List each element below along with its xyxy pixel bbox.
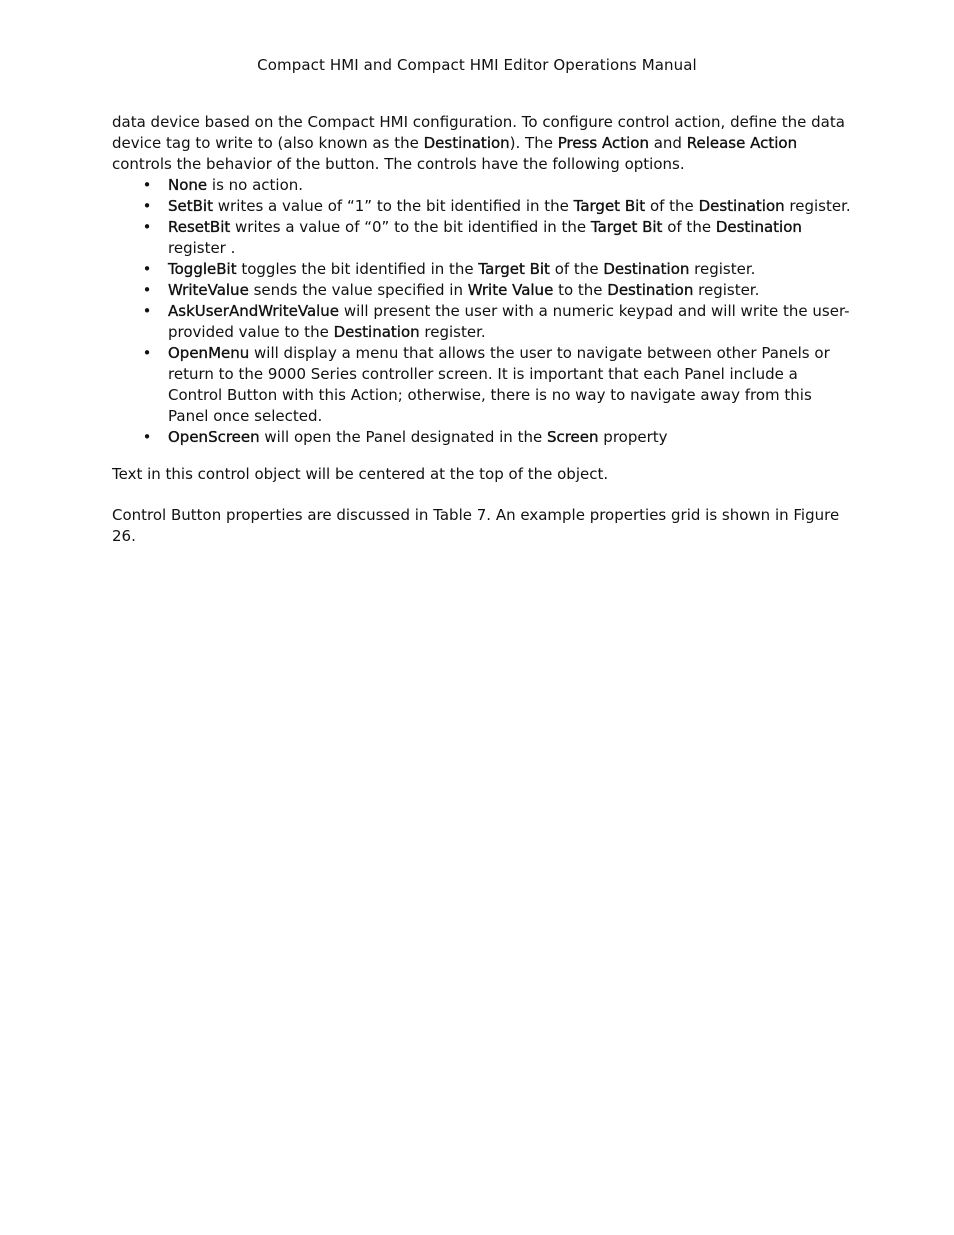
term-resetbit: ResetBit bbox=[168, 218, 231, 236]
bullet-icon: • bbox=[142, 428, 152, 446]
item-text: will display a menu that allows the user to navigate between other Panels or return to the 9000 Series controller screen. It is important that each Panel include a Control Button with this Action; otherwise, there is no way to navigate away from this Panel once selected. bbox=[168, 344, 830, 425]
page-header: Compact HMI and Compact HMI Editor Operations Manual bbox=[257, 56, 697, 74]
bullet-icon: • bbox=[142, 344, 152, 362]
term-destination: Destination bbox=[715, 218, 802, 236]
term-target-bit: Target Bit bbox=[573, 197, 646, 215]
term-askuserandwritevalue: AskUserAndWriteValue bbox=[168, 302, 340, 320]
bullet-icon: • bbox=[142, 302, 152, 320]
intro-text: data device based on the Compact HMI configuration. To configure control action, define the data device tag to write to (also known as the bbox=[112, 113, 845, 152]
term-togglebit: ToggleBit bbox=[168, 260, 237, 278]
term-none: None bbox=[168, 176, 208, 194]
intro-text: ). The bbox=[509, 134, 558, 152]
term-openscreen: OpenScreen bbox=[168, 428, 260, 446]
term-destination: Destination bbox=[698, 197, 785, 215]
item-text: sends the value specified in bbox=[248, 281, 468, 299]
item-text: writes a value of “0” to the bit identified in the bbox=[230, 218, 591, 236]
properties-paragraph: Control Button properties are discussed in Table 7. An example properties grid is shown in Figure 26. bbox=[112, 506, 840, 545]
item-text: register . bbox=[168, 239, 236, 257]
item-text: is no action. bbox=[207, 176, 304, 194]
item-text: will open the Panel designated in the bbox=[259, 428, 547, 446]
term-setbit: SetBit bbox=[168, 197, 213, 215]
bullet-icon: • bbox=[142, 176, 152, 194]
term-release-action: Release Action bbox=[686, 134, 798, 152]
term-screen: Screen bbox=[546, 428, 599, 446]
item-text: of the bbox=[662, 218, 716, 236]
bullet-icon: • bbox=[142, 197, 152, 215]
intro-text: and bbox=[648, 134, 687, 152]
bullet-icon: • bbox=[142, 260, 152, 278]
term-destination: Destination bbox=[607, 281, 694, 299]
term-write-value: Write Value bbox=[467, 281, 554, 299]
options-list bbox=[112, 175, 852, 448]
item-text: property bbox=[598, 428, 668, 446]
term-destination: Destination bbox=[423, 134, 510, 152]
list-item-resetbit bbox=[142, 217, 852, 259]
term-press-action: Press Action bbox=[557, 134, 649, 152]
item-text: register. bbox=[689, 260, 756, 278]
item-text: register. bbox=[419, 323, 486, 341]
item-text: will present the user with a numeric keypad and will write the user-provided value to the bbox=[168, 302, 850, 341]
term-destination: Destination bbox=[333, 323, 420, 341]
bullet-icon: • bbox=[142, 218, 152, 236]
item-text: register. bbox=[693, 281, 760, 299]
term-target-bit: Target Bit bbox=[478, 260, 550, 278]
list-item-askuserandwritevalue bbox=[142, 301, 852, 343]
item-text: register. bbox=[784, 197, 851, 215]
list-item-writevalue bbox=[142, 280, 852, 301]
item-text: of the bbox=[645, 197, 699, 215]
item-text: writes a value of “1” to the bit identified in the bbox=[212, 197, 574, 215]
term-openmenu: OpenMenu bbox=[168, 344, 250, 362]
list-item-togglebit bbox=[142, 259, 852, 280]
intro-paragraph bbox=[112, 112, 852, 175]
item-text: toggles the bit identified in the bbox=[236, 260, 479, 278]
term-destination: Destination bbox=[603, 260, 690, 278]
term-writevalue: WriteValue bbox=[168, 281, 249, 299]
list-item-none bbox=[142, 175, 852, 196]
item-text: of the bbox=[549, 260, 604, 278]
list-item-setbit bbox=[142, 196, 852, 217]
list-item-openscreen bbox=[142, 427, 852, 448]
list-item-openmenu bbox=[142, 343, 852, 427]
term-target-bit: Target Bit bbox=[590, 218, 663, 236]
bullet-icon: • bbox=[142, 281, 152, 299]
centered-text-paragraph: Text in this control object will be centered at the top of the object. bbox=[112, 465, 609, 483]
document-body bbox=[112, 112, 852, 547]
intro-text: controls the behavior of the button. The controls have the following options. bbox=[112, 155, 685, 173]
item-text: to the bbox=[553, 281, 608, 299]
